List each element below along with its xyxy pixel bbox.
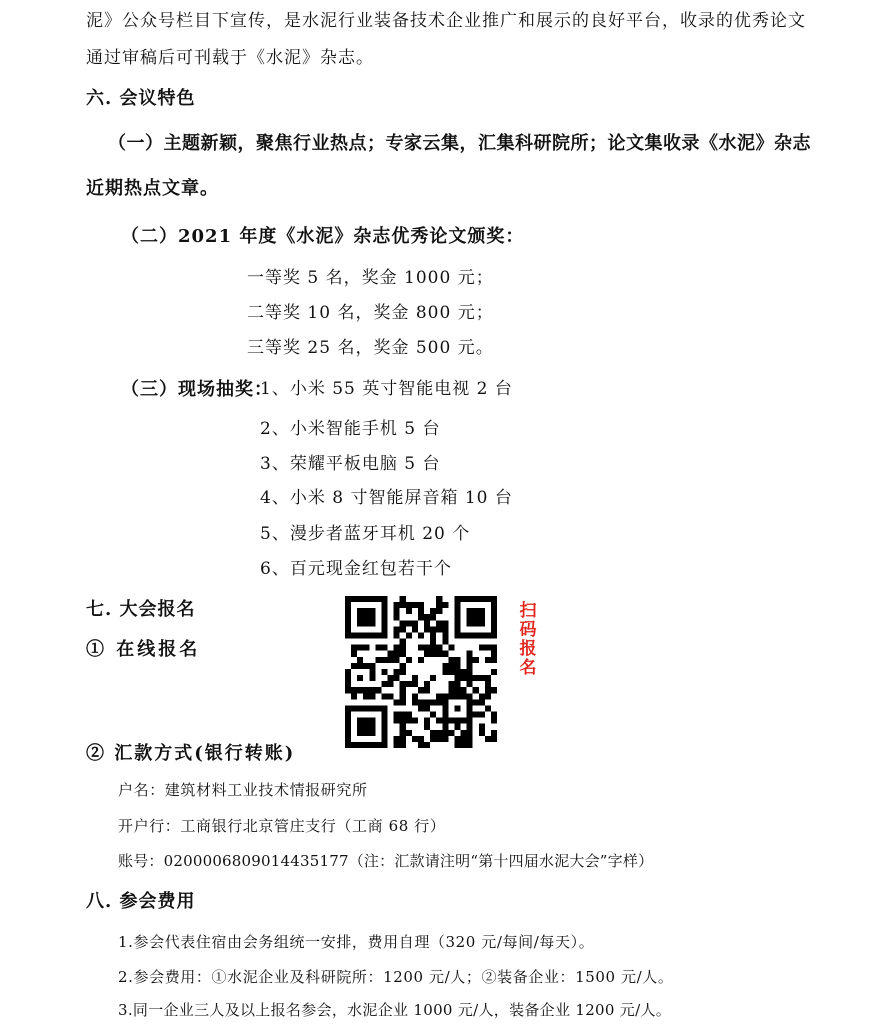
prize-4: 4、小米 8 寸智能屏音箱 10 台 bbox=[260, 488, 513, 508]
fee-item-1: 1.参会代表住宿由会务组统一安排，费用自理（320 元/每间/每天）。 bbox=[118, 933, 595, 951]
bank-transfer-title: ② 汇款方式(银行转账) bbox=[86, 743, 296, 764]
qr-code-icon[interactable] bbox=[345, 596, 497, 748]
award-1: 一等奖 5 名，奖金 1000 元； bbox=[247, 268, 494, 288]
prize-1: 1、小米 55 英寸智能电视 2 台 bbox=[260, 379, 513, 399]
feature-1-line-1: （一）主题新颖，聚焦行业热点；专家云集，汇集科研院所；论文集收录《水泥》杂志 bbox=[108, 133, 811, 154]
fee-item-2: 2.参会费用：①水泥企业及科研院所：1200 元/人；②装备企业：1500 元/人。 bbox=[118, 968, 674, 986]
scan-char-3: 报 bbox=[519, 639, 537, 659]
section-6-heading: 六. 会议特色 bbox=[86, 88, 196, 109]
account-number: 账号：0200006809014435177（注：汇款请注明“第十四届水泥大会”字样） bbox=[118, 852, 654, 870]
prize-5: 5、漫步者蓝牙耳机 20 个 bbox=[260, 524, 471, 544]
intro-line-1: 泥》公众号栏目下宣传，是水泥行业装备技术企业推广和展示的良好平台，收录的优秀论文 bbox=[86, 11, 806, 31]
feature-3-label: （三）现场抽奖： bbox=[121, 379, 273, 400]
feature-1-line-2: 近期热点文章。 bbox=[86, 178, 219, 199]
prize-2: 2、小米智能手机 5 台 bbox=[260, 419, 441, 439]
scan-char-2: 码 bbox=[519, 620, 537, 640]
online-registration-label: ① 在线报名 bbox=[86, 639, 201, 660]
prize-3: 3、荣耀平板电脑 5 台 bbox=[260, 454, 441, 474]
section-8-heading: 八. 参会费用 bbox=[86, 891, 196, 912]
fee-item-3: 3.同一企业三人及以上报名参会，水泥企业 1000 元/人，装备企业 1200 元/人。 bbox=[118, 1001, 672, 1019]
bank-branch: 开户行：工商银行北京管庄支行（工商 68 行） bbox=[118, 817, 446, 835]
scan-to-register-label bbox=[518, 602, 538, 678]
prize-6: 6、百元现金红包若干个 bbox=[260, 559, 452, 579]
scan-char-1: 扫 bbox=[519, 601, 537, 621]
award-3: 三等奖 25 名，奖金 500 元。 bbox=[247, 338, 494, 358]
award-2: 二等奖 10 名，奖金 800 元； bbox=[247, 303, 494, 323]
intro-line-2: 通过审稿后可刊载于《水泥》杂志。 bbox=[86, 48, 374, 68]
account-name: 户名：建筑材料工业技术情报研究所 bbox=[118, 781, 368, 799]
section-7-heading: 七. 大会报名 bbox=[86, 599, 196, 620]
scan-char-4: 名 bbox=[519, 658, 537, 678]
feature-2-title: （二）2021 年度《水泥》杂志优秀论文颁奖： bbox=[121, 226, 525, 247]
